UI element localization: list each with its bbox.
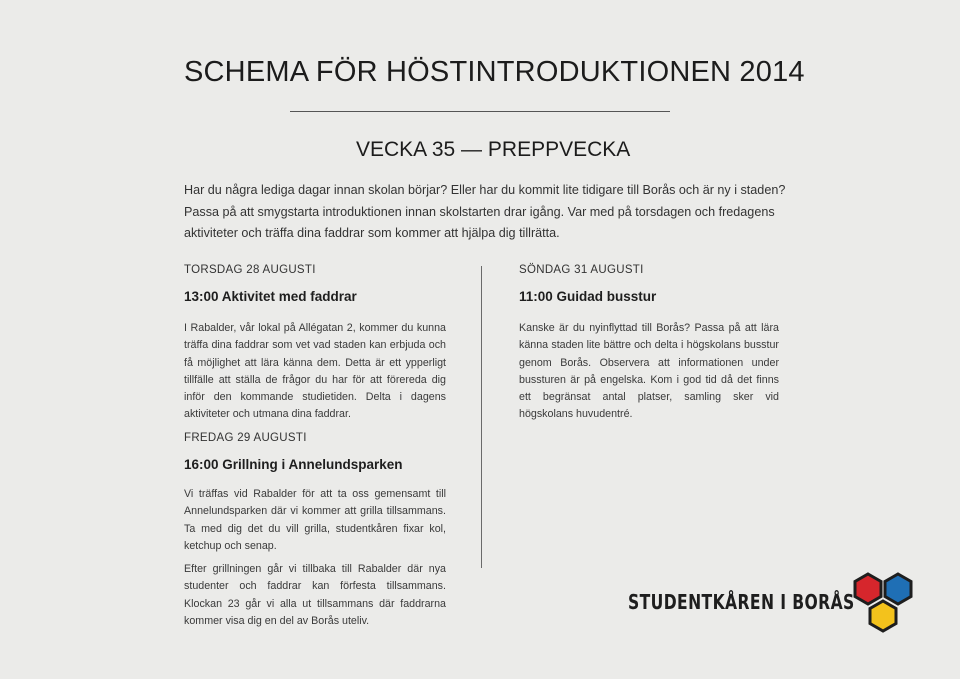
friday-date: FREDAG 29 AUGUSTI <box>184 432 307 444</box>
week-heading: VECKA 35 — PREPPVECKA <box>356 138 631 161</box>
friday-event-title: 16:00 Grillning i Annelundsparken <box>184 457 403 472</box>
logo-hex-yellow <box>870 601 896 631</box>
title-divider <box>290 111 670 112</box>
hexagon-logo-icon <box>852 572 918 636</box>
thursday-event-title: 13:00 Aktivitet med faddrar <box>184 289 357 304</box>
thursday-section <box>184 262 446 424</box>
sunday-event-title: 11:00 Guidad busstur <box>519 289 657 304</box>
intro-paragraph: Har du några lediga dagar innan skolan börjar? Eller har du kommit lite tidigare till Borås och är ny i staden? Passa på att smygstarta introduktionen innan skolstarten drar igång. Var med på torsdagen och fredagens aktiviteter och träffa dina faddrar som kommer att hjälpa dig tillrätta. <box>184 183 786 240</box>
logo-hex-blue <box>885 574 911 604</box>
friday-evening-section <box>184 561 446 630</box>
sunday-date: SÖNDAG 31 AUGUSTI <box>519 264 644 276</box>
sunday-section <box>519 262 779 424</box>
friday-description: Vi träffas vid Rabalder för att ta oss gemensamt till Annelundsparken där vi kommer att grilla tillsammans. Ta med dig det du vill grilla, studentkåren fixar kol, ketchup och senap. <box>184 488 446 552</box>
logo-hex-red <box>855 574 881 604</box>
logo-wordmark: STUDENTKÅREN I BORÅS <box>628 590 855 614</box>
friday-section <box>184 430 446 555</box>
sunday-description: Kanske är du nyinflyttad till Borås? Passa på att lära känna staden lite bättre och delta i högskolans busstur genom Borås. Observera att informationen under bussturen är på engelska. Kom i god tid då det finns ett begränsat antal platser, samling sker vid högskolans huvudentré. <box>519 322 779 421</box>
page-title: SCHEMA FÖR HÖSTINTRODUKTIONEN 2014 <box>184 56 805 88</box>
thursday-date: TORSDAG 28 AUGUSTI <box>184 264 316 276</box>
friday-evening-description: Efter grillningen går vi tillbaka till Rabalder där nya studenter och faddrar kan förfesta tillsammans. Klockan 23 går vi alla ut tillsammans där faddrarna kommer visa dig en del av Borås uteliv. <box>184 563 446 627</box>
thursday-description: I Rabalder, vår lokal på Allégatan 2, kommer du kunna träffa dina faddrar som vet vad staden kan erbjuda och få möjlighet att lära känna dem. Detta är ett ypperligt tillfälle att ställa de frågor du har för att förereda dig inför den kommande studietiden. Delta i dagens aktiviteter och utmana dina faddrar. <box>184 322 446 421</box>
column-divider <box>481 266 482 568</box>
